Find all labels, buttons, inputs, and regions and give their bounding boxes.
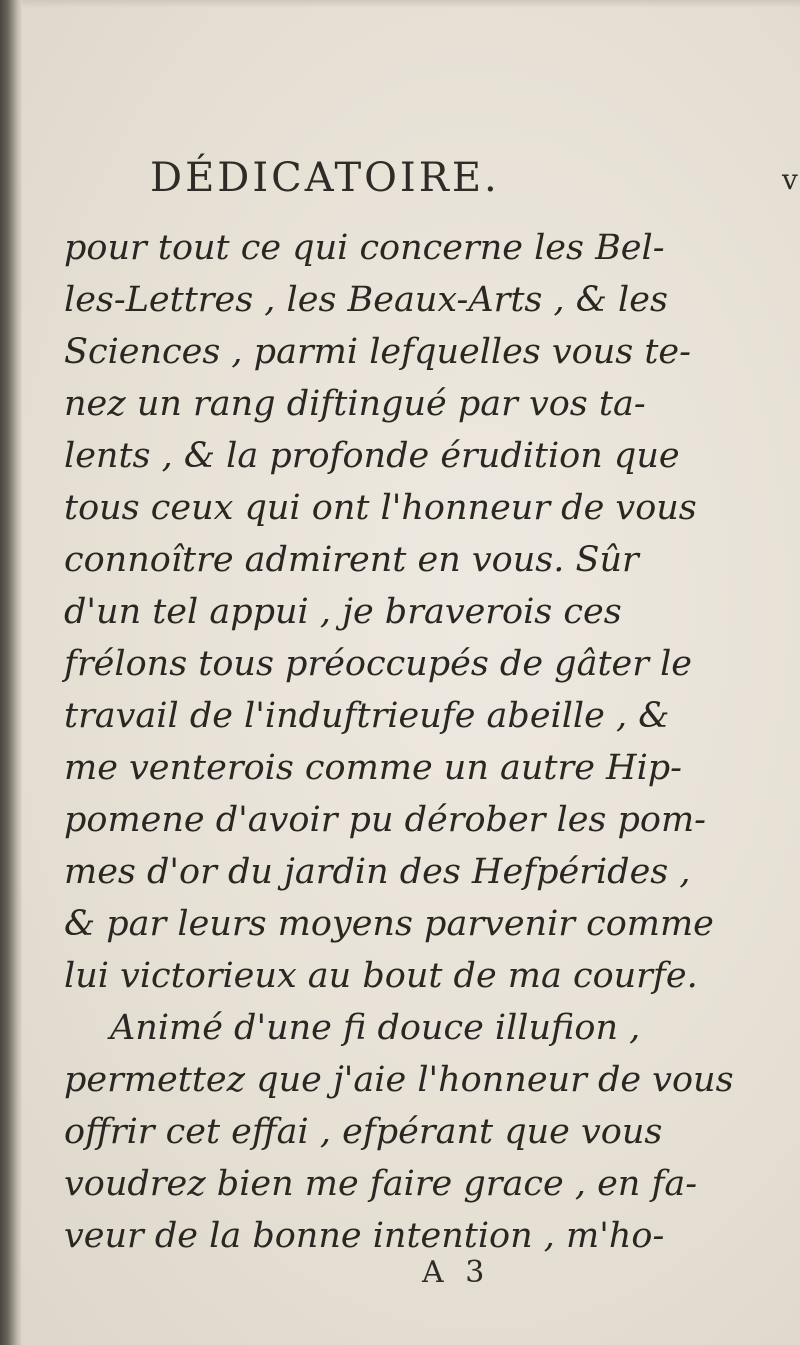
text-line: travail de l'induftrieufe abeille , & bbox=[64, 696, 670, 736]
text-line: & par leurs moyens parvenir comme bbox=[64, 904, 714, 944]
signature-mark: A 3 bbox=[422, 1255, 491, 1290]
running-title: DÉDICATOIRE. bbox=[150, 155, 500, 201]
text-line: permettez que j'aie l'honneur de vous bbox=[64, 1060, 734, 1100]
page-gutter bbox=[0, 0, 22, 1345]
text-line: veur de la bonne intention , m'ho- bbox=[64, 1216, 665, 1256]
text-line: offrir cet effai , efpérant que vous bbox=[64, 1112, 663, 1152]
page-header bbox=[150, 155, 798, 215]
page-top-shadow bbox=[22, 0, 800, 8]
folio: v bbox=[782, 163, 798, 196]
text-line: les-Lettres , les Beaux-Arts , & les bbox=[64, 280, 668, 320]
text-line: Sciences , parmi lefquelles vous te- bbox=[64, 332, 691, 372]
text-line: connoître admirent en vous. Sûr bbox=[64, 540, 639, 580]
text-line: me venterois comme un autre Hip- bbox=[64, 748, 683, 788]
text-line: lents , & la profonde érudition que bbox=[64, 436, 680, 476]
text-line: lui victorieux au bout de ma courfe. bbox=[64, 956, 698, 996]
body-text bbox=[64, 222, 754, 1262]
text-line: nez un rang diftingué par vos ta- bbox=[64, 384, 646, 424]
text-line: tous ceux qui ont l'honneur de vous bbox=[64, 488, 697, 528]
text-line: pomene d'avoir pu dérober les pom- bbox=[64, 800, 706, 840]
text-line: frélons tous préoccupés de gâter le bbox=[64, 644, 692, 684]
paragraph-start-line: Animé d'une fi douce illufion , bbox=[110, 1008, 641, 1048]
text-line: pour tout ce qui concerne les Bel- bbox=[64, 228, 665, 268]
text-line: mes d'or du jardin des Hefpérides , bbox=[64, 852, 691, 892]
text-line: d'un tel appui , je braverois ces bbox=[64, 592, 622, 632]
text-line: voudrez bien me faire grace , en fa- bbox=[64, 1164, 698, 1204]
